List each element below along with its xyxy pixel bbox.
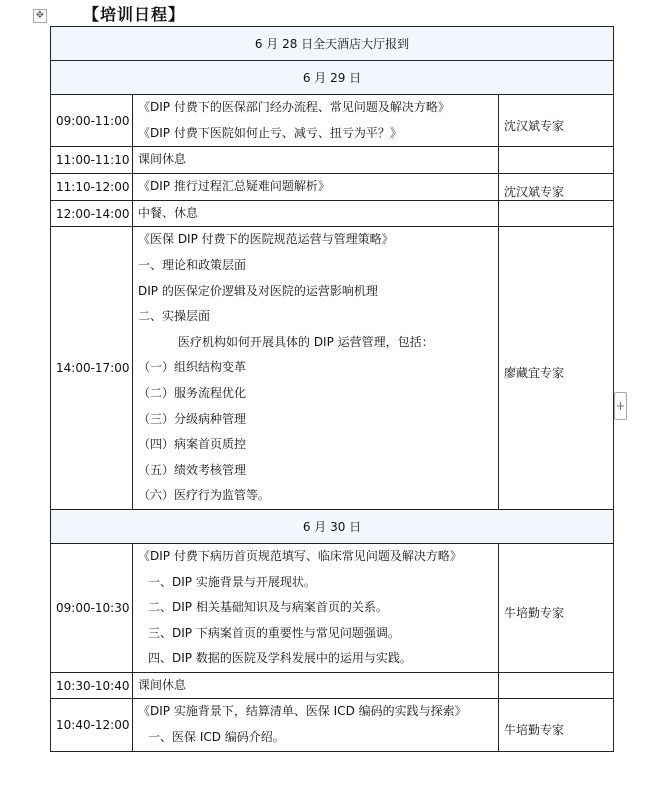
speaker-name: 沈汉斌专家 bbox=[504, 184, 565, 199]
content-line: 中餐、休息 bbox=[138, 205, 199, 220]
speaker-name bbox=[504, 209, 608, 218]
session-row bbox=[51, 95, 614, 147]
session-speaker bbox=[499, 173, 614, 200]
session-time: 11:00-11:10 bbox=[51, 147, 133, 174]
session-content bbox=[133, 147, 499, 174]
session-time: 09:00-11:00 bbox=[51, 95, 133, 147]
speaker-name: 廖藏宜专家 bbox=[504, 366, 565, 381]
content-line: 《DIP 推行过程汇总疑难问题解析》 bbox=[138, 178, 330, 193]
content-line: 二、DIP 相关基础知识及与病案首页的关系。 bbox=[148, 600, 388, 615]
session-row bbox=[51, 173, 614, 200]
table-move-handle-icon[interactable]: ✥ bbox=[33, 9, 47, 23]
session-row bbox=[51, 672, 614, 699]
session-content bbox=[133, 200, 499, 227]
day-header-row bbox=[51, 61, 614, 95]
session-time: 10:40-12:00 bbox=[51, 699, 133, 751]
session-content bbox=[133, 173, 499, 200]
content-line: 一、理论和政策层面 bbox=[138, 257, 247, 272]
session-row bbox=[51, 543, 614, 672]
page-title: 【培训日程】 bbox=[83, 5, 186, 24]
session-row bbox=[51, 147, 614, 174]
day-header: 6 月 29 日 bbox=[51, 61, 614, 95]
schedule-table bbox=[50, 26, 614, 752]
session-content bbox=[133, 95, 499, 147]
speaker-name: 牛培勤专家 bbox=[504, 605, 565, 620]
content-line: 课间休息 bbox=[138, 152, 187, 167]
session-speaker bbox=[499, 672, 614, 699]
session-speaker bbox=[499, 147, 614, 174]
speaker-name: 沈汉斌专家 bbox=[504, 118, 565, 133]
content-line: （一）组织结构变革 bbox=[138, 360, 247, 375]
content-line: 一、DIP 实施背景与开展现状。 bbox=[148, 574, 316, 589]
day-header-row bbox=[51, 27, 614, 61]
day-header: 6 月 30 日 bbox=[51, 509, 614, 543]
session-content bbox=[133, 672, 499, 699]
session-speaker bbox=[499, 95, 614, 147]
session-content bbox=[133, 227, 499, 510]
session-row bbox=[51, 200, 614, 227]
session-speaker bbox=[499, 543, 614, 672]
content-line: 医疗机构如何开展具体的 DIP 运营管理，包括： bbox=[178, 334, 434, 349]
content-line: 《DIP 付费下病历首页规范填写、临床常见问题及解决方略》 bbox=[138, 548, 462, 563]
speaker-name: 牛培勤专家 bbox=[504, 723, 565, 738]
session-speaker bbox=[499, 200, 614, 227]
content-line: 《DIP 实施背景下，结算清单、医保 ICD 编码的实践与探索》 bbox=[138, 704, 467, 719]
session-time: 09:00-10:30 bbox=[51, 543, 133, 672]
content-line: （二）服务流程优化 bbox=[138, 385, 247, 400]
content-line: 《DIP 付费下医院如何止亏、减亏、扭亏为平？》 bbox=[138, 125, 402, 140]
session-row bbox=[51, 699, 614, 751]
day-header: 6 月 28 日全天酒店大厅报到 bbox=[51, 27, 614, 61]
content-line: 三、DIP 下病案首页的重要性与常见问题强调。 bbox=[148, 625, 400, 640]
content-line: （四）病案首页质控 bbox=[138, 437, 247, 452]
content-line: 《DIP 付费下的医保部门经办流程、常见问题及解决方略》 bbox=[138, 100, 450, 114]
session-time: 14:00-17:00 bbox=[51, 227, 133, 510]
content-line: （五）绩效考核管理 bbox=[138, 462, 247, 477]
session-content bbox=[133, 699, 499, 751]
session-time: 11:10-12:00 bbox=[51, 173, 133, 200]
session-speaker bbox=[499, 227, 614, 510]
content-line: （六）医疗行为监管等。 bbox=[138, 488, 271, 503]
content-line: 课间休息 bbox=[138, 677, 187, 692]
speaker-name bbox=[504, 681, 608, 690]
session-time: 10:30-10:40 bbox=[51, 672, 133, 699]
speaker-name bbox=[504, 155, 608, 164]
content-line: 一、医保 ICD 编码介绍。 bbox=[148, 730, 285, 745]
session-speaker bbox=[499, 699, 614, 751]
content-line: DIP 的医保定价逻辑及对医院的运营影响机理 bbox=[138, 283, 378, 298]
session-time: 12:00-14:00 bbox=[51, 200, 133, 227]
content-line: 《医保 DIP 付费下的医院规范运营与管理策略》 bbox=[138, 232, 394, 247]
content-line: 四、DIP 数据的医院及学科发展中的运用与实践。 bbox=[148, 651, 412, 666]
add-column-icon[interactable]: + bbox=[614, 392, 627, 420]
session-row bbox=[51, 227, 614, 510]
session-content bbox=[133, 543, 499, 672]
day-header-row bbox=[51, 509, 614, 543]
content-line: 二、实操层面 bbox=[138, 309, 211, 324]
content-line: （三）分级病种管理 bbox=[138, 411, 247, 426]
